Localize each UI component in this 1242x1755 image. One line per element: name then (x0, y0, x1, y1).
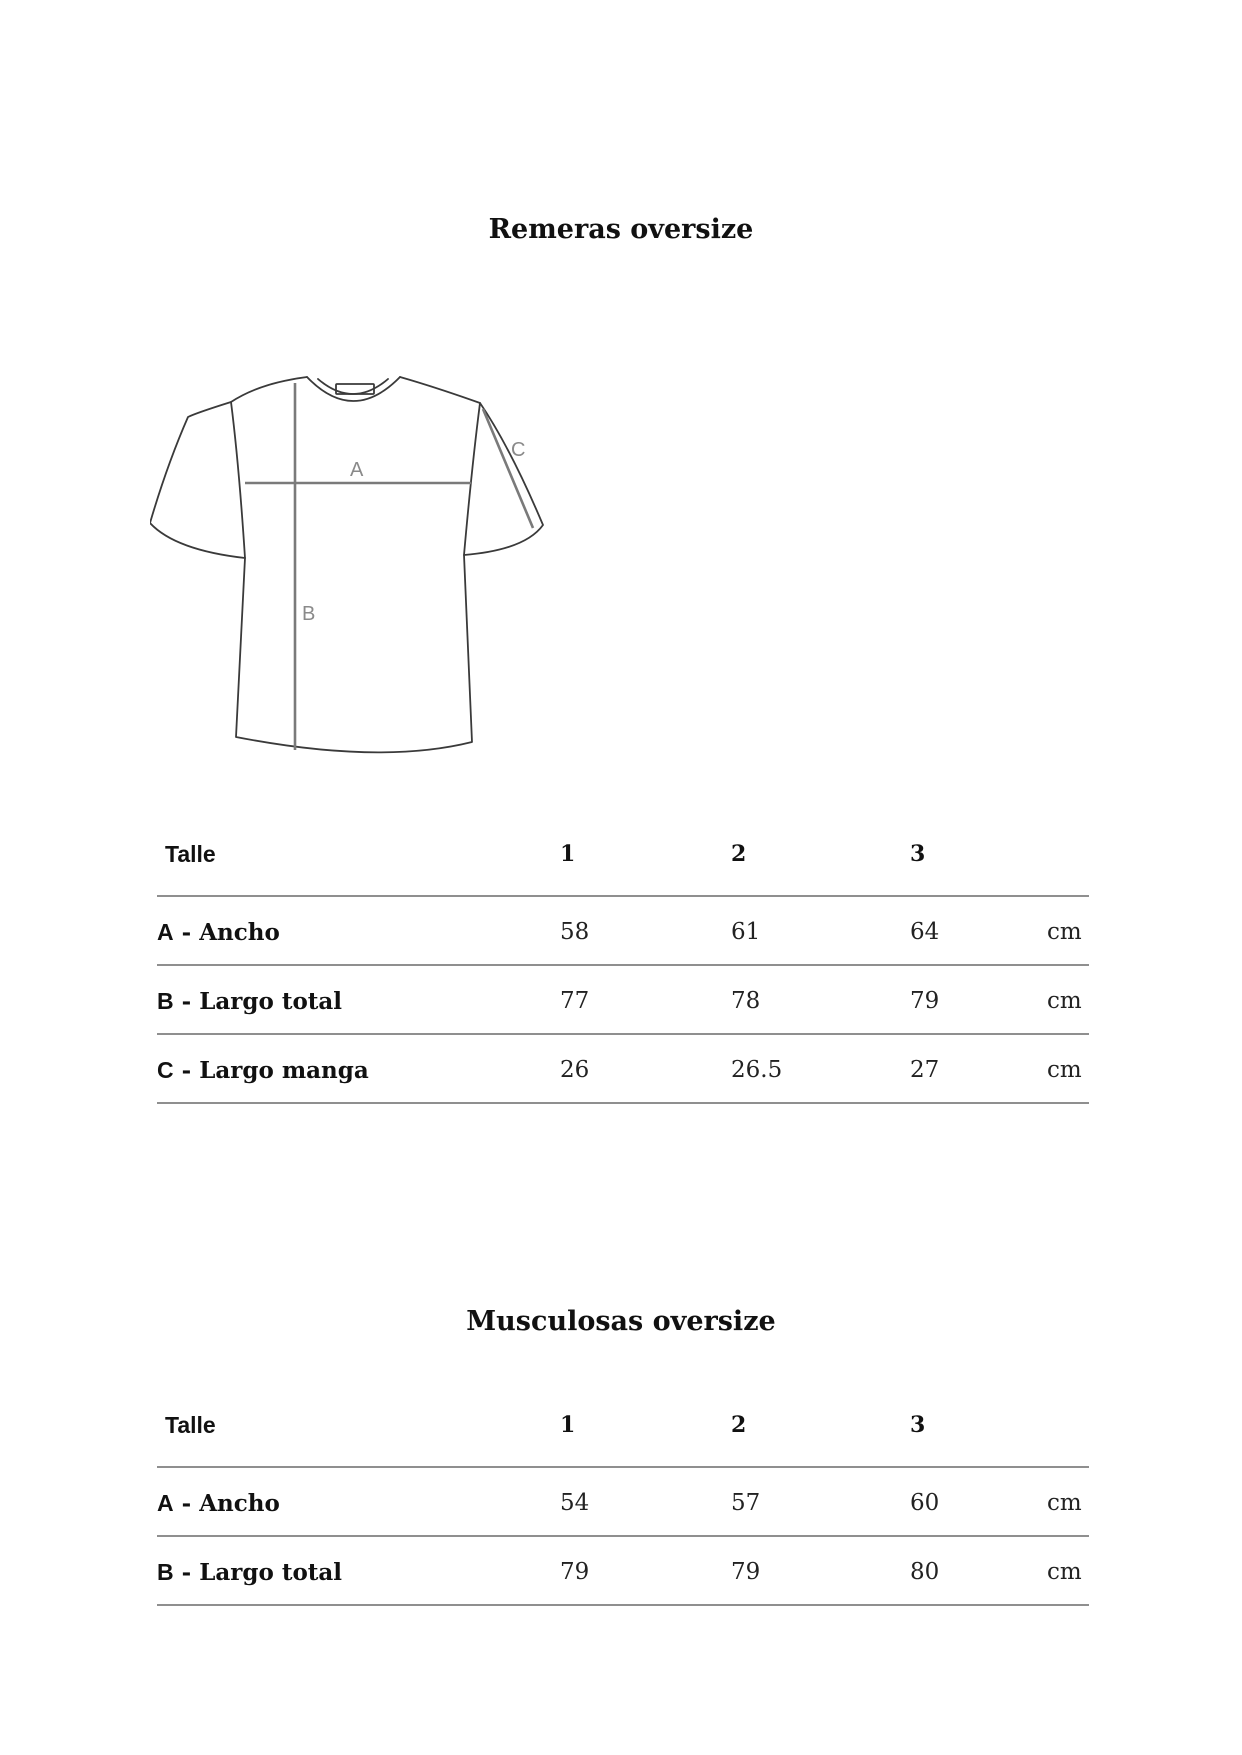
row-label (157, 919, 280, 946)
header-talle: Talle (165, 1412, 216, 1438)
cell-size-2: 79 (731, 1559, 761, 1585)
row-label (157, 1559, 342, 1586)
row-name: - Largo manga (181, 1057, 369, 1084)
row-letter: A (157, 1490, 174, 1516)
section-title-musculosas: Musculosas oversize (466, 1306, 776, 1337)
row-name: - Ancho (181, 919, 280, 946)
header-size-3: 3 (910, 1412, 926, 1438)
diagram-label-b: B (302, 603, 316, 625)
measure-line-c (483, 409, 533, 528)
cell-size-1: 26 (560, 1057, 590, 1083)
header-size-3: 3 (910, 841, 926, 867)
table-header-row (157, 835, 1089, 897)
row-label (157, 1057, 369, 1084)
size-table-musculosas (157, 1406, 1089, 1606)
cell-unit: cm (1047, 988, 1082, 1014)
header-size-2: 2 (731, 1412, 747, 1438)
row-letter: B (157, 988, 174, 1014)
table-row (157, 1537, 1089, 1606)
tshirt-measurement-diagram (150, 365, 550, 765)
cell-size-1: 77 (560, 988, 590, 1014)
left-armhole (231, 402, 245, 558)
header-talle: Talle (165, 841, 216, 867)
neckline-inner (318, 379, 388, 394)
size-table-remeras (157, 835, 1089, 1104)
header-size-2: 2 (731, 841, 747, 867)
section-title-remeras: Remeras oversize (488, 214, 754, 245)
tshirt-outline (150, 377, 543, 752)
cell-unit: cm (1047, 1057, 1082, 1083)
table-row (157, 897, 1089, 966)
row-name: - Largo total (181, 1559, 343, 1586)
right-armhole (464, 403, 480, 555)
cell-size-1: 54 (560, 1490, 590, 1516)
header-size-1: 1 (560, 841, 576, 867)
cell-size-3: 60 (910, 1490, 940, 1516)
table-row (157, 1468, 1089, 1537)
table-header-row (157, 1406, 1089, 1468)
row-label (157, 988, 342, 1015)
cell-size-2: 61 (731, 919, 761, 945)
cell-size-3: 27 (910, 1057, 940, 1083)
cell-size-1: 58 (560, 919, 590, 945)
cell-size-3: 80 (910, 1559, 940, 1585)
cell-size-2: 57 (731, 1490, 761, 1516)
cell-size-1: 79 (560, 1559, 590, 1585)
cell-size-3: 79 (910, 988, 940, 1014)
diagram-label-c: C (511, 439, 526, 461)
cell-size-3: 64 (910, 919, 940, 945)
diagram-label-a: A (350, 459, 364, 481)
cell-unit: cm (1047, 1490, 1082, 1516)
cell-unit: cm (1047, 1559, 1082, 1585)
row-letter: A (157, 919, 174, 945)
row-name: - Largo total (181, 988, 343, 1015)
row-letter: C (157, 1057, 174, 1083)
row-label (157, 1490, 280, 1517)
cell-size-2: 26.5 (731, 1057, 783, 1083)
table-row (157, 1035, 1089, 1104)
row-name: - Ancho (181, 1490, 280, 1517)
cell-size-2: 78 (731, 988, 761, 1014)
row-letter: B (157, 1559, 174, 1585)
cell-unit: cm (1047, 919, 1082, 945)
header-size-1: 1 (560, 1412, 576, 1438)
table-row (157, 966, 1089, 1035)
